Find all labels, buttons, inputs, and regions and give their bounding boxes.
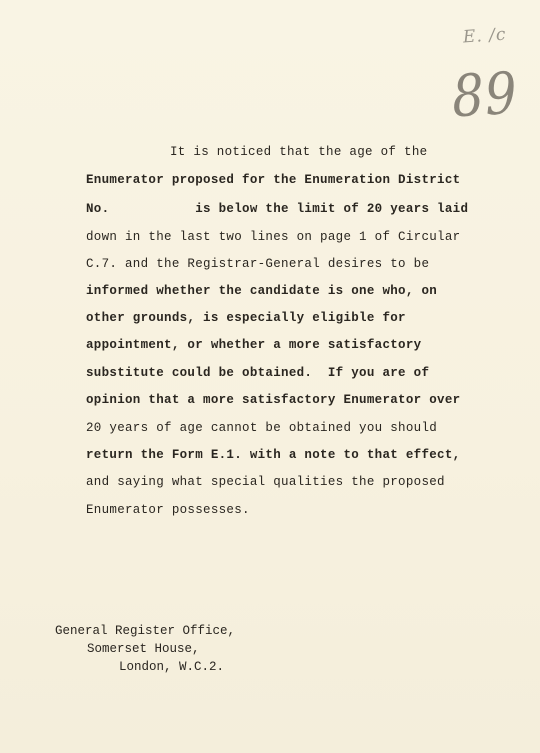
- letter-line: It is noticed that the age of the: [170, 145, 428, 159]
- letter-line: appointment, or whether a more satisfactory: [86, 338, 422, 352]
- letter-line: down in the last two lines on page 1 of Circular: [86, 230, 461, 244]
- letter-line: C.7. and the Registrar-General desires to be: [86, 257, 430, 271]
- letter-line: No. is below the limit of 20 years laid: [86, 202, 469, 216]
- letter-line: 20 years of age cannot be obtained you should: [86, 421, 438, 435]
- address-line: General Register Office,: [55, 624, 236, 638]
- address-line: London, W.C.2.: [119, 660, 225, 674]
- sender-address: [55, 622, 235, 676]
- letter-line: substitute could be obtained. If you are of: [86, 366, 430, 380]
- letter-line: opinion that a more satisfactory Enumerator over: [86, 393, 461, 407]
- address-line: Somerset House,: [87, 642, 200, 656]
- letter-line: and saying what special qualities the proposed: [86, 475, 445, 489]
- letter-line: return the Form E.1. with a note to that effect,: [86, 448, 461, 462]
- letter-line: Enumerator possesses.: [86, 503, 250, 517]
- margin-annotation: E. /c: [462, 24, 508, 48]
- letter-line: Enumerator proposed for the Enumeration District: [86, 173, 461, 187]
- letter-line: informed whether the candidate is one who, on: [86, 284, 438, 298]
- folio-number: 89: [450, 59, 520, 131]
- letter-line: other grounds, is especially eligible for: [86, 311, 406, 325]
